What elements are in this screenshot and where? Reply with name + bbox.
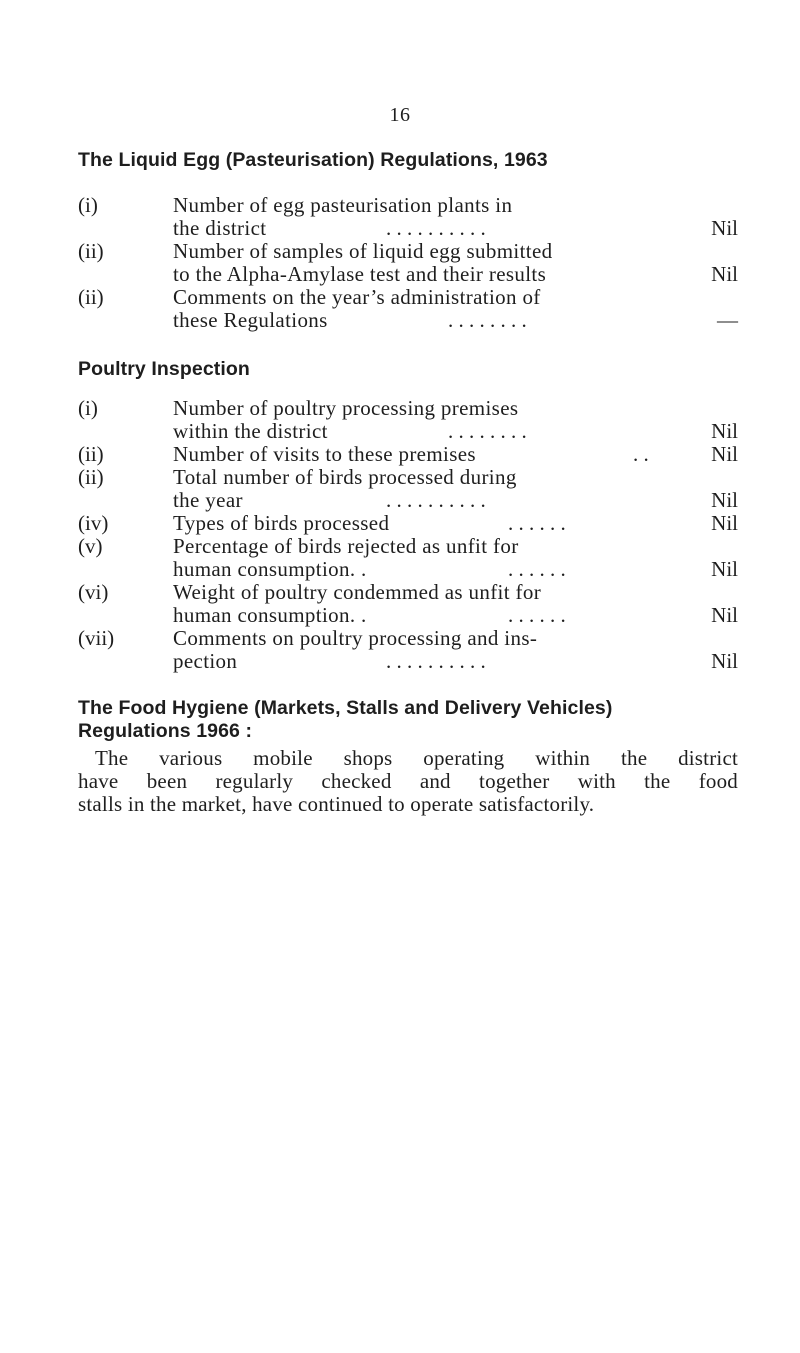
item-number: (vi) [78,580,109,604]
item-number: (ii) [78,239,104,263]
leader-dots: . . . . . . . . [448,419,527,443]
item-text-line1: Number of visits to these premises [173,442,476,466]
item-number: (i) [78,193,98,217]
item-number: (iv) [78,511,109,535]
leader-dots: . . [633,442,649,466]
item-value: Nil [711,603,738,627]
item-number: (vii) [78,626,115,650]
item-text-line2: pection [173,649,238,673]
item-value: Nil [711,649,738,673]
item-text-line2: within the district [173,419,328,443]
food-hygiene-heading-line2: Regulations 1966 : [78,720,253,742]
paragraph-line: have been regularly checked and together with the food [78,769,738,793]
item-number: (ii) [78,465,104,489]
item-text-line1: Number of egg pasteurisation plants in [173,193,513,217]
item-text-line1: Number of samples of liquid egg submitted [173,239,553,263]
item-value: Nil [711,262,738,286]
leader-dots: . . . . . . [508,557,566,581]
leader-dots: . . . . . . [508,511,566,535]
item-number: (i) [78,396,98,420]
item-number: (ii) [78,442,104,466]
item-value: Nil [711,419,738,443]
item-text-line2: to the Alpha-Amylase test and their results [173,262,547,286]
item-text-line2: human consumption. . [173,557,367,581]
page-number: 16 [389,104,411,126]
leader-dots: . . . . . . . . . . [386,488,486,512]
item-text-line1: Types of birds processed [173,511,390,535]
item-text-line1: Comments on poultry processing and ins- [173,626,538,650]
liquid-egg-heading: The Liquid Egg (Pasteurisation) Regulations, 1963 [78,149,548,171]
paragraph-line: stalls in the market, have continued to operate satisfactorily. [78,792,595,816]
item-text-line1: Total number of birds processed during [173,465,517,489]
item-value: Nil [711,442,738,466]
item-number: (ii) [78,285,104,309]
paragraph-line: The various mobile shops operating within the district [95,746,738,770]
item-text-line2: human consumption. . [173,603,367,627]
item-value: — [717,308,738,332]
item-number: (v) [78,534,103,558]
item-text-line2: the district [173,216,267,240]
poultry-inspection-heading: Poultry Inspection [78,358,250,380]
leader-dots: . . . . . . . . . . [386,649,486,673]
leader-dots: . . . . . . [508,603,566,627]
item-value: Nil [711,511,738,535]
item-value: Nil [711,216,738,240]
item-text-line1: Comments on the year’s administration of [173,285,541,309]
leader-dots: . . . . . . . . [448,308,527,332]
item-text-line1: Number of poultry processing premises [173,396,519,420]
item-value: Nil [711,488,738,512]
item-text-line2: these Regulations [173,308,328,332]
item-value: Nil [711,557,738,581]
leader-dots: . . . . . . . . . . [386,216,486,240]
item-text-line1: Percentage of birds rejected as unfit for [173,534,519,558]
item-text-line2: the year [173,488,243,512]
item-text-line1: Weight of poultry condemmed as unfit for [173,580,542,604]
food-hygiene-heading-line1: The Food Hygiene (Markets, Stalls and Delivery Vehicles) [78,697,613,719]
